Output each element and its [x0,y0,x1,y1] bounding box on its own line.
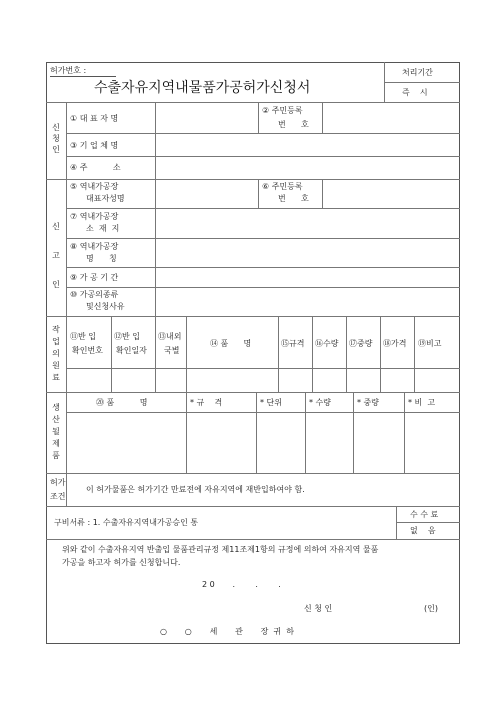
mat-header-price: ⑱가격 [383,339,407,348]
mat-header-origin-2: 국별 [164,346,180,355]
prod-header-item-name: ⑳ 품 명 [96,398,148,407]
field-company-name: ③ 기 업 체 명 [70,141,119,150]
vline-prod-4 [353,392,354,473]
line-rep-2 [66,238,460,239]
prod-header-weight: * 중량 [357,398,380,407]
mat-header-entry-no-2: 확인번호 [72,346,103,355]
mat-header-weight: ⑰중량 [349,339,373,348]
processing-period-label: 처리기간 [402,68,433,77]
permit-condition-text: 이 허가물품은 허가기간 만료전에 자유지역에 재반입하여야 함. [86,485,305,494]
vline-rep-r1-b [322,179,323,208]
vline-mat-6 [346,316,347,392]
field-processing-type-2: 및신청사유 [86,302,125,311]
field-factory-rep-2: 대표자성명 [86,194,125,203]
vline-mat-2 [155,316,156,392]
report-section-label: 신고인 [52,222,60,289]
line-rep-4 [66,287,460,288]
field-processing-period: ⑨ 가 공 기 간 [70,273,119,282]
vline-prod-3 [305,392,306,473]
field-processing-type: ⑩ 가공의종류 [70,290,119,299]
line-app-2 [66,156,460,157]
vline-prod-5 [404,392,405,473]
fee-label: 수 수 료 [410,510,439,519]
fee-value: 없 음 [410,526,436,535]
line-fee-divider [396,522,460,523]
line-rep-3 [66,267,460,268]
line-rep-end [46,316,460,317]
line-mat-header [66,368,460,369]
products-section-label: 생산될제품 [52,403,60,460]
form-title: 수출자유지역내물품가공허가신청서 [94,80,311,96]
mat-header-entry-date-2: 확인일자 [116,346,147,355]
line-prod-header [66,412,460,413]
vline-mat-7 [380,316,381,392]
field-factory-name: ⑧ 역내가공장 [70,242,119,251]
field-factory-rep: ⑤ 역내가공장 [70,182,119,191]
prod-header-quantity: * 수량 [309,398,332,407]
mat-header-entry-date: ⑫반 입 [114,332,140,341]
prod-header-remarks: * 비 고 [408,398,436,407]
vline-section-labels [66,102,67,506]
vline-period [384,62,385,102]
field-rep-id-number-2: 번 호 [278,194,309,203]
field-applicant-id-number: ② 주민등록 [262,106,303,115]
recipient-line: ○ ○ 세 관 장 귀 하 [160,627,294,636]
vline-app-r1-c [322,102,323,133]
field-factory-name-2: 명 칭 [86,254,117,263]
field-factory-location: ⑦ 역내가공장 [70,212,119,221]
vline-rep-r1-a [258,179,259,208]
vline-app-r1-b [258,102,259,133]
application-date: 2 0 . . . [202,580,281,589]
field-address: ④ 주 소 [70,163,121,172]
vline-mat-4 [278,316,279,392]
vline-mat-3 [186,316,187,392]
line-mat-end [46,392,460,393]
materials-section-label: 작업의원료 [52,325,60,382]
vline-mat-8 [414,316,415,392]
applicant-signature-label: 신 청 인 [304,604,333,613]
declaration-line-2: 가공을 하고자 허가를 신청합니다. [62,558,181,567]
applicant-section-label: 신청인 [52,123,60,154]
field-applicant-id-number-2: 번 호 [278,120,309,129]
mat-header-quantity: ⑯수량 [315,339,339,348]
permit-condition-label-1: 허가 [50,478,66,487]
line-rep-1 [66,208,460,209]
line-prod-end [46,473,460,474]
prod-header-unit: * 단위 [260,398,283,407]
mat-header-remarks: ⑲비고 [418,339,442,348]
vline-app-r1-a [155,102,156,133]
declaration-line-1: 위와 같이 수출자유지역 반출입 물품관리규정 제11조제1항의 규정에 의하여 자유지역 물품 [62,545,379,554]
mat-header-item-name: ⑭ 품 명 [210,339,252,348]
vline-mat-5 [312,316,313,392]
required-documents: 구비서류 : 1. 수출자유지역내가공승인 통 [54,518,199,527]
line-header-bottom [46,102,460,103]
mat-header-spec: ⑮규격 [281,339,305,348]
seal-mark: (인) [424,604,438,613]
permit-number-label: 허가번호 : [50,66,116,77]
vline-rep [155,179,156,316]
vline-app-r2 [155,133,156,179]
line-app-end [46,179,460,180]
processing-period-value: 즉 시 [402,88,428,97]
vline-mat-1 [111,316,112,392]
mat-header-entry-no: ⑪반 입 [70,332,96,341]
line-period-divider [384,82,460,83]
line-cond-end [46,506,460,507]
field-factory-location-2: 소 재 지 [86,224,120,233]
field-representative-name: ① 대 표 자 명 [70,114,119,123]
vline-prod-2 [256,392,257,473]
line-app-1 [66,133,460,134]
permit-condition-label-2: 조건 [50,492,66,501]
prod-header-spec: * 규 격 [190,398,223,407]
mat-header-origin: ⑬내외 [158,332,182,341]
vline-fee [396,506,397,539]
vline-prod-1 [186,392,187,473]
line-fee-end [46,539,460,540]
field-rep-id-number: ⑥ 주민등록 [262,182,303,191]
